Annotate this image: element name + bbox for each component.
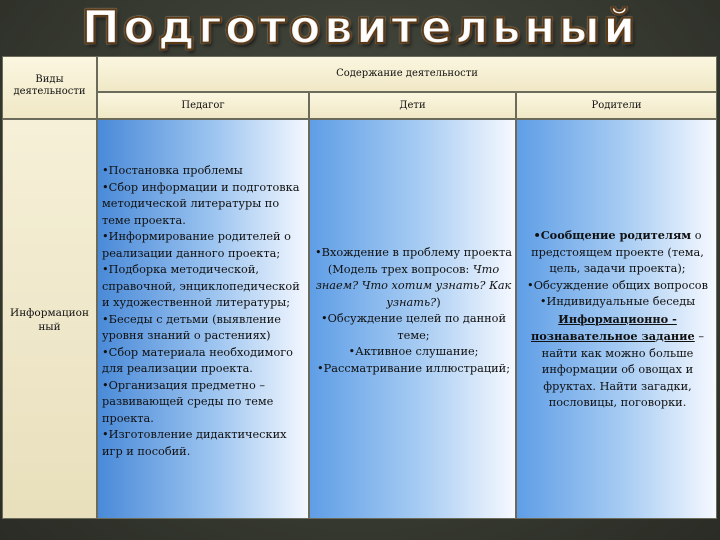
teacher-item: • Информирование родителей о реализации данного проекта; [102, 229, 308, 262]
column-header-parents [516, 92, 717, 119]
column-header-teacher [97, 92, 309, 119]
slide-title: Подготовительный [0, 0, 720, 54]
children-item: • Вхождение в проблему проекта (Модель трех вопросов: Что знаем? Что хотим узнать? Как узнать?) [314, 245, 513, 311]
column-header-children-label: Дети [399, 100, 426, 111]
children-item: • Активное слушание; [314, 344, 513, 361]
children-cell [309, 119, 516, 519]
teacher-item: • Подборка методической, справочной, энциклопедической и художественной литературы; [102, 262, 308, 312]
row-label: Информацион ный [10, 307, 89, 333]
parents-item: • Индивидуальные беседы [521, 294, 714, 311]
teacher-item: • Организация предметно – развивающей среды по теме проекта. [102, 378, 308, 428]
parents-item: • Сообщение родителям о предстоящем проекте (тема, цель, задачи проекта); [521, 227, 714, 278]
header-content [97, 56, 717, 92]
column-header-parents-label: Родители [591, 100, 642, 111]
header-activity-types [2, 56, 97, 119]
children-list [314, 245, 513, 377]
column-header-teacher-label: Педагог [181, 100, 225, 111]
teacher-item: • Постановка проблемы [102, 163, 308, 180]
row-label-cell [2, 119, 97, 519]
parents-list [521, 227, 714, 412]
teacher-item: • Сбор информации и подготовка методической литературы по теме проекта. [102, 180, 308, 230]
teacher-cell [97, 119, 309, 519]
header-content-label: Содержание деятельности [336, 68, 478, 79]
header-activity-types-label: Виды деятельности [13, 74, 86, 97]
teacher-list [102, 163, 308, 460]
parents-item: • Обсуждение общих вопросов [521, 278, 714, 295]
children-item: • Обсуждение целей по данной теме; [314, 311, 513, 344]
parents-cell [516, 119, 717, 519]
children-item: • Рассматривание иллюстраций; [314, 361, 513, 378]
teacher-item: • Беседы с детьми (выявление уровня знаний о растениях) [102, 312, 308, 345]
parents-item: Информационно - познавательное задание – найти как можно больше информации об овощах и фруктах. Найти загадки, пословицы, поговорки. [531, 311, 704, 409]
teacher-item: • Сбор материала необходимого для реализации проекта. [102, 345, 308, 378]
column-header-children [309, 92, 516, 119]
teacher-item: • Изготовление дидактических игр и пособий. [102, 427, 308, 460]
